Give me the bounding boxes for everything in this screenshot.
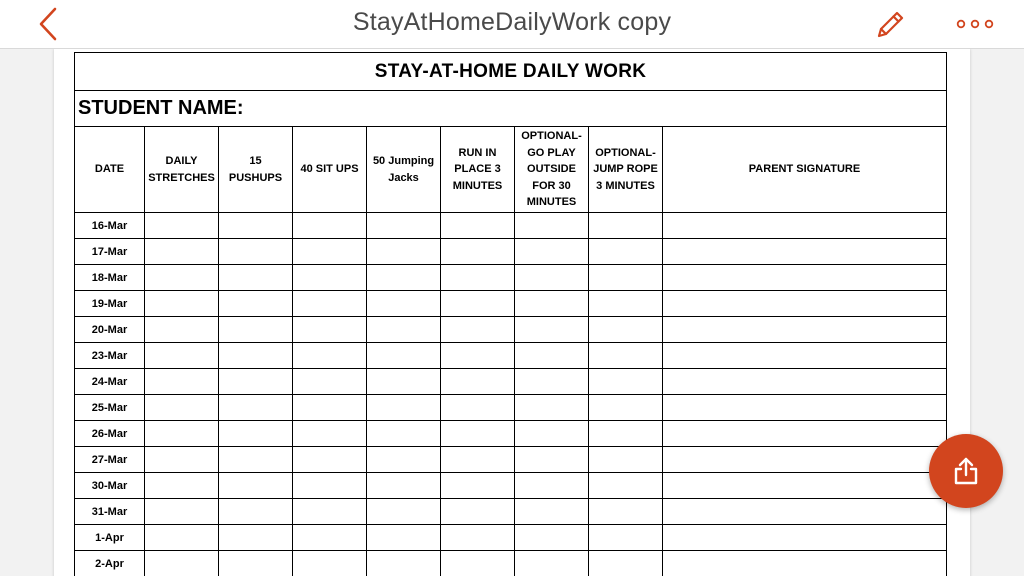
- checkbox-cell[interactable]: [219, 421, 293, 447]
- column-header: [145, 127, 219, 213]
- column-header-line: 50 Jumping: [372, 155, 435, 167]
- checkbox-cell[interactable]: [367, 525, 441, 551]
- signature-cell[interactable]: [663, 421, 947, 447]
- worksheet-title: STAY-AT-HOME DAILY WORK: [75, 53, 947, 91]
- date-cell: 23-Mar: [75, 343, 145, 369]
- checkbox-cell[interactable]: [515, 395, 589, 421]
- date-cell: 30-Mar: [75, 473, 145, 499]
- date-cell: 20-Mar: [75, 317, 145, 343]
- column-header: [663, 127, 947, 213]
- checkbox-cell[interactable]: [145, 499, 219, 525]
- checkbox-cell[interactable]: [441, 447, 515, 473]
- column-header-line: STRETCHES: [148, 171, 215, 184]
- checkbox-cell[interactable]: [293, 551, 367, 576]
- checkbox-cell[interactable]: [219, 317, 293, 343]
- checkbox-cell[interactable]: [589, 395, 663, 421]
- checkbox-cell[interactable]: [515, 291, 589, 317]
- column-header: [515, 127, 589, 213]
- checkbox-cell[interactable]: [293, 369, 367, 395]
- column-header-line: OUTSIDE: [527, 163, 576, 176]
- checkbox-cell[interactable]: [145, 239, 219, 265]
- checkbox-cell[interactable]: [589, 447, 663, 473]
- column-header-line: 40 SIT UPS: [300, 163, 359, 176]
- document-viewer[interactable]: [0, 49, 1024, 576]
- column-header-line: JUMP ROPE: [593, 163, 658, 176]
- date-cell: 27-Mar: [75, 447, 145, 473]
- checkbox-cell[interactable]: [367, 317, 441, 343]
- table-row: [75, 421, 947, 447]
- checkbox-cell[interactable]: [515, 265, 589, 291]
- checkbox-cell[interactable]: [293, 525, 367, 551]
- checkbox-cell[interactable]: [293, 213, 367, 239]
- checkbox-cell[interactable]: [145, 447, 219, 473]
- student-name-field[interactable]: STUDENT NAME:: [75, 91, 947, 127]
- table-row: [75, 395, 947, 421]
- checkbox-cell[interactable]: [145, 291, 219, 317]
- top-bar: [0, 0, 1024, 49]
- checkbox-cell[interactable]: [219, 447, 293, 473]
- checkbox-cell[interactable]: [515, 551, 589, 576]
- checkbox-cell[interactable]: [441, 473, 515, 499]
- column-header: [441, 127, 515, 213]
- checkbox-cell[interactable]: [367, 473, 441, 499]
- checkbox-cell[interactable]: [367, 291, 441, 317]
- checkbox-cell[interactable]: [441, 421, 515, 447]
- column-header-line: RUN IN: [458, 146, 497, 159]
- checkbox-cell[interactable]: [441, 551, 515, 576]
- checkbox-cell[interactable]: [589, 317, 663, 343]
- signature-cell[interactable]: [663, 525, 947, 551]
- date-cell: 19-Mar: [75, 291, 145, 317]
- more-dots-icon: [955, 18, 995, 30]
- checkbox-cell[interactable]: [589, 343, 663, 369]
- signature-cell[interactable]: [663, 265, 947, 291]
- column-header-line: PARENT SIGNATURE: [748, 163, 861, 176]
- table-row: [75, 473, 947, 499]
- table-row: [75, 551, 947, 576]
- checkbox-cell[interactable]: [219, 239, 293, 265]
- column-header-line: Jacks: [388, 171, 419, 184]
- column-header-line: MINUTES: [452, 179, 503, 192]
- checkbox-cell[interactable]: [589, 291, 663, 317]
- checkbox-cell[interactable]: [515, 499, 589, 525]
- table-row: [75, 447, 947, 473]
- table-row: [75, 291, 947, 317]
- checkbox-cell[interactable]: [589, 525, 663, 551]
- date-cell: 2-Apr: [75, 551, 145, 576]
- checkbox-cell[interactable]: [145, 369, 219, 395]
- column-header: [293, 127, 367, 213]
- date-cell: 18-Mar: [75, 265, 145, 291]
- checkbox-cell[interactable]: [515, 525, 589, 551]
- date-cell: 31-Mar: [75, 499, 145, 525]
- checkbox-cell[interactable]: [441, 525, 515, 551]
- column-header-line: OPTIONAL-: [521, 130, 582, 143]
- checkbox-cell[interactable]: [145, 395, 219, 421]
- table-row: [75, 213, 947, 239]
- table-row: [75, 343, 947, 369]
- checkbox-cell[interactable]: [441, 213, 515, 239]
- checkbox-cell[interactable]: [589, 213, 663, 239]
- table-row: [75, 499, 947, 525]
- checkbox-cell[interactable]: [441, 369, 515, 395]
- checkbox-cell[interactable]: [293, 343, 367, 369]
- checkbox-cell[interactable]: [589, 239, 663, 265]
- checkbox-cell[interactable]: [145, 317, 219, 343]
- column-header: [75, 127, 145, 213]
- column-header-line: 15 PUSHUPS: [228, 155, 283, 184]
- column-header: [219, 127, 293, 213]
- checkbox-cell[interactable]: [515, 473, 589, 499]
- checkbox-cell[interactable]: [441, 317, 515, 343]
- pencil-icon: [873, 8, 907, 42]
- checkbox-cell[interactable]: [515, 317, 589, 343]
- checkbox-cell[interactable]: [367, 395, 441, 421]
- signature-cell[interactable]: [663, 447, 947, 473]
- checkbox-cell[interactable]: [145, 421, 219, 447]
- share-icon: [951, 455, 981, 487]
- document-page: [54, 49, 970, 576]
- checkbox-cell[interactable]: [219, 213, 293, 239]
- checkbox-cell[interactable]: [515, 421, 589, 447]
- checkbox-cell[interactable]: [515, 239, 589, 265]
- date-cell: 17-Mar: [75, 239, 145, 265]
- daily-work-table: [74, 52, 947, 576]
- checkbox-cell[interactable]: [293, 499, 367, 525]
- edit-button[interactable]: [871, 6, 909, 44]
- checkbox-cell[interactable]: [367, 551, 441, 576]
- checkbox-cell[interactable]: [293, 395, 367, 421]
- date-cell: 16-Mar: [75, 213, 145, 239]
- column-header-line: FOR 30: [532, 179, 571, 192]
- signature-cell[interactable]: [663, 369, 947, 395]
- checkbox-cell[interactable]: [145, 213, 219, 239]
- column-header-line: GO PLAY: [527, 146, 576, 159]
- column-header-line: PLACE 3: [454, 163, 501, 176]
- checkbox-cell[interactable]: [293, 291, 367, 317]
- checkbox-cell[interactable]: [589, 473, 663, 499]
- checkbox-cell[interactable]: [145, 525, 219, 551]
- checkbox-cell[interactable]: [145, 343, 219, 369]
- checkbox-cell[interactable]: [293, 473, 367, 499]
- checkbox-cell[interactable]: [219, 473, 293, 499]
- checkbox-cell[interactable]: [441, 395, 515, 421]
- checkbox-cell[interactable]: [589, 551, 663, 576]
- column-header-line: 3 MINUTES: [596, 179, 655, 192]
- table-row: [75, 317, 947, 343]
- checkbox-cell[interactable]: [145, 551, 219, 576]
- checkbox-cell[interactable]: [219, 291, 293, 317]
- signature-cell[interactable]: [663, 239, 947, 265]
- share-button[interactable]: [929, 434, 1003, 508]
- checkbox-cell[interactable]: [145, 473, 219, 499]
- checkbox-cell[interactable]: [367, 421, 441, 447]
- signature-cell[interactable]: [663, 395, 947, 421]
- checkbox-cell[interactable]: [515, 343, 589, 369]
- signature-cell[interactable]: [663, 551, 947, 576]
- checkbox-cell[interactable]: [219, 343, 293, 369]
- table-row: [75, 265, 947, 291]
- signature-cell[interactable]: [663, 343, 947, 369]
- signature-cell[interactable]: [663, 291, 947, 317]
- checkbox-cell[interactable]: [367, 343, 441, 369]
- checkbox-cell[interactable]: [441, 265, 515, 291]
- signature-cell[interactable]: [663, 499, 947, 525]
- checkbox-cell[interactable]: [219, 369, 293, 395]
- signature-cell[interactable]: [663, 213, 947, 239]
- checkbox-cell[interactable]: [589, 369, 663, 395]
- checkbox-cell[interactable]: [293, 447, 367, 473]
- checkbox-cell[interactable]: [515, 447, 589, 473]
- checkbox-cell[interactable]: [515, 369, 589, 395]
- signature-cell[interactable]: [663, 473, 947, 499]
- checkbox-cell[interactable]: [367, 369, 441, 395]
- checkbox-cell[interactable]: [293, 265, 367, 291]
- checkbox-cell[interactable]: [219, 551, 293, 576]
- column-header-line: OPTIONAL-: [595, 146, 656, 159]
- document-title: StayAtHomeDailyWork copy: [352, 8, 672, 36]
- checkbox-cell[interactable]: [145, 265, 219, 291]
- checkbox-cell[interactable]: [515, 213, 589, 239]
- checkbox-cell[interactable]: [441, 499, 515, 525]
- date-cell: 24-Mar: [75, 369, 145, 395]
- checkbox-cell[interactable]: [367, 499, 441, 525]
- checkbox-cell[interactable]: [367, 239, 441, 265]
- checkbox-cell[interactable]: [589, 265, 663, 291]
- checkbox-cell[interactable]: [219, 395, 293, 421]
- date-cell: 1-Apr: [75, 525, 145, 551]
- checkbox-cell[interactable]: [367, 265, 441, 291]
- checkbox-cell[interactable]: [441, 291, 515, 317]
- column-header-line: MINUTES: [526, 196, 577, 209]
- table-row: [75, 369, 947, 395]
- checkbox-cell[interactable]: [367, 447, 441, 473]
- header-row: [75, 127, 947, 213]
- table-row: [75, 525, 947, 551]
- column-header-line: DATE: [94, 163, 125, 176]
- column-header: [367, 127, 441, 213]
- checkbox-cell[interactable]: [293, 317, 367, 343]
- date-cell: 25-Mar: [75, 395, 145, 421]
- checkbox-cell[interactable]: [441, 343, 515, 369]
- checkbox-cell[interactable]: [441, 239, 515, 265]
- signature-cell[interactable]: [663, 317, 947, 343]
- checkbox-cell[interactable]: [589, 499, 663, 525]
- checkbox-cell[interactable]: [219, 525, 293, 551]
- column-header-line: DAILY: [165, 155, 198, 167]
- checkbox-cell[interactable]: [293, 421, 367, 447]
- table-row: [75, 239, 947, 265]
- date-cell: 26-Mar: [75, 421, 145, 447]
- checkbox-cell[interactable]: [367, 213, 441, 239]
- checkbox-cell[interactable]: [219, 499, 293, 525]
- more-options-button[interactable]: [950, 10, 1000, 38]
- checkbox-cell[interactable]: [589, 421, 663, 447]
- column-header: [589, 127, 663, 213]
- checkbox-cell[interactable]: [293, 239, 367, 265]
- checkbox-cell[interactable]: [219, 265, 293, 291]
